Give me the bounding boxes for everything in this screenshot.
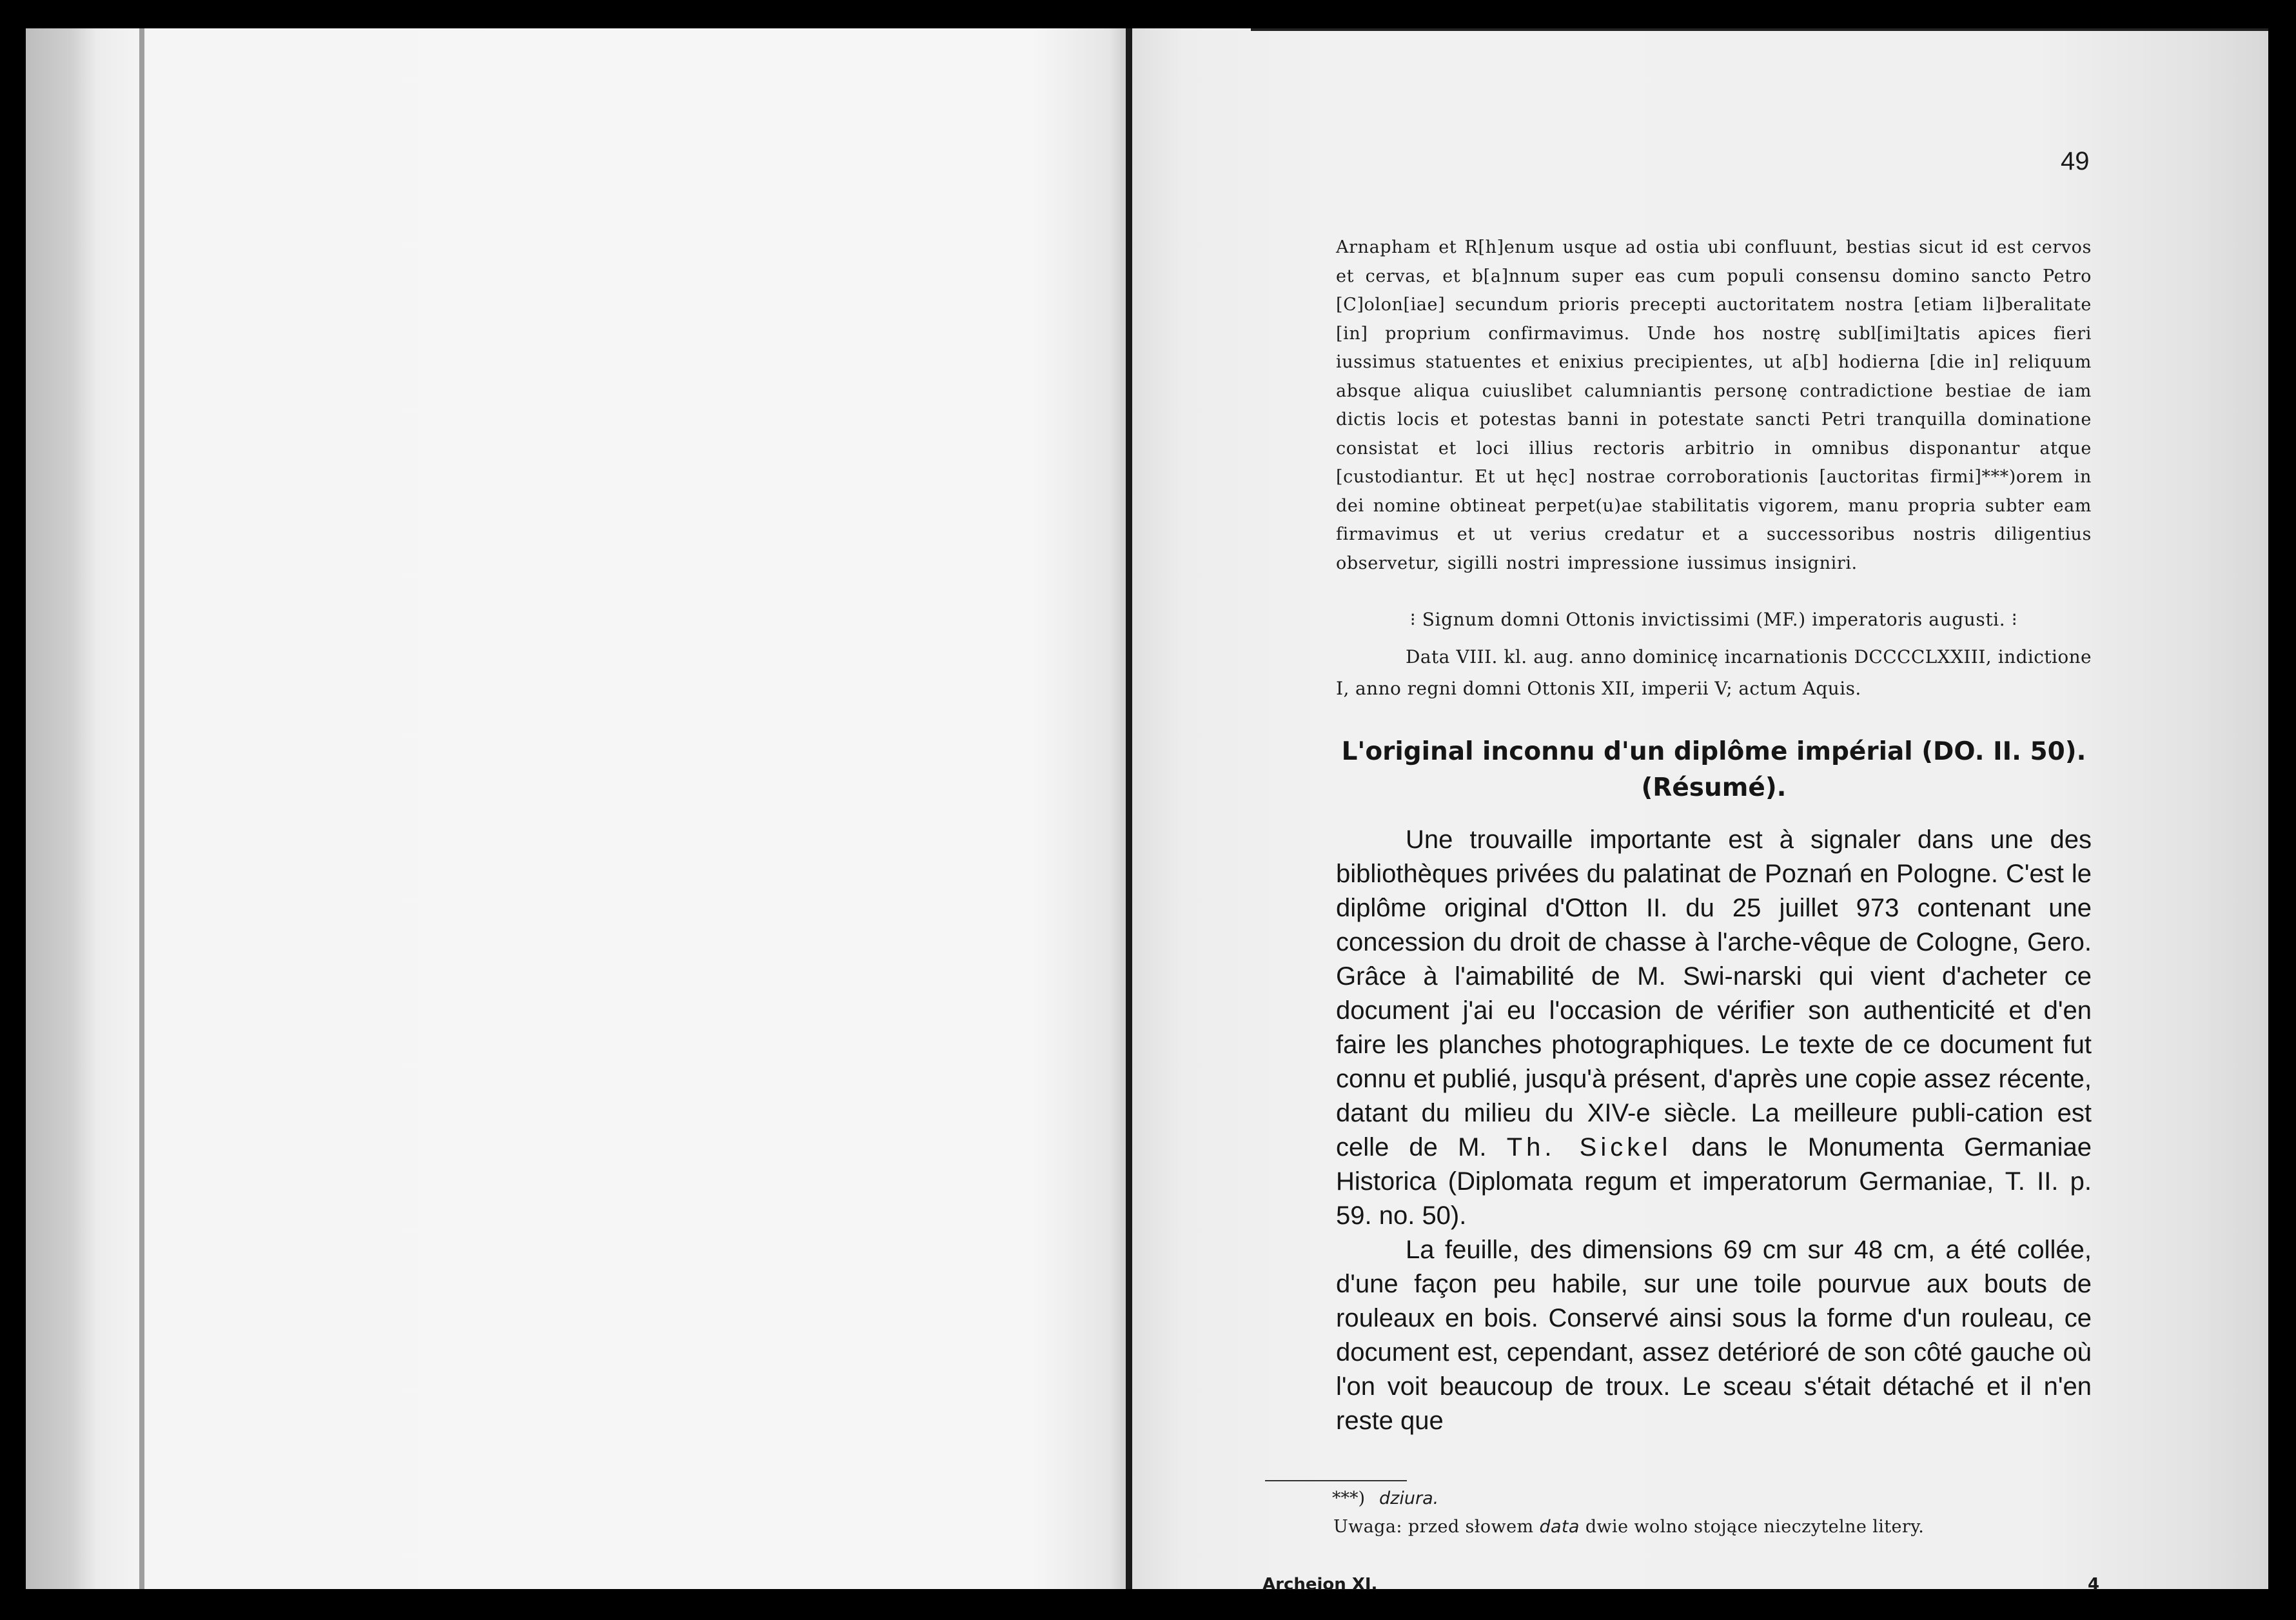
paragraph-1-text-a: Une trouvaille importante est à signaler dans une des bibliothèques privées du palatinat de Poznań en Pologne. C'est le diplôme original d'Otton II. du 25 juillet 973 contenant une concession du droit de chasse à l'arche-vêque de Cologne, Gero. Grâce à l'aimabilité de M. Swi-narski qui vient d'acheter ce document j'ai eu l'occasion de vérifier son authenticité et d'en faire les planches photographiques. Le texte de ce document fut connu et publié, jusqu'à présent, d'après une copie assez récente, datant du milieu du XIV-e siècle. La meilleure publi-cation est celle de M. [1336,825,2092,1161]
editorial-note [1333,1517,1924,1537]
latin-charter-text: Arnapham et R[h]enum usque ad ostia ubi confluunt, bestias sicut id est cervos et cervas, et b[a]nnum super eas cum populi consensu domino sancto Petro [C]olon[iae] secundum prioris precepti auctoritatem nostra [etiam li]beralitate [in] proprium confirmavimus. Unde hos nostrę subl[imi]tatis apices fieri iussimus statuentes et enixius precipientes, ut a[b] hodierna [die in] reliquum absque aliqua cuiuslibet calumniantis personę contradictione bestiae de iam dictis locis et potestas banni in potestate sancti Petri tranquilla dominatione consistat et loci illius rectoris arbitrio in omnibus disponantur atque [custodiantur. Et ut hęc] nostrae corroborationis [auctoritas firmi]***)orem in dei nomine obtineat perpet(u)ae stabilitatis vigorem, manu propria subter eam firmavimus et ut verius credatur et a successoribus nostris diligentius observetur, sigilli nostri impressione iussimus insigniri. [1336,237,2092,573]
author-name-spaced: Th. Sickel [1506,1133,1672,1161]
footnote [1332,1488,1438,1508]
footnote-rule [1265,1480,1407,1481]
summary-paragraph-1 [1336,823,2092,1233]
signature-mark: 4 [2088,1575,2100,1594]
footnote-word: dziura. [1379,1488,1439,1508]
page-edge-shadow [139,28,144,1589]
footnote-marker: ***) [1332,1488,1366,1508]
page-number: 49 [2061,147,2090,175]
dating-clause: Data VIII. kl. aug. anno dominicę incarnationis DCCCCLXXIII, indictione I, anno regni domni Ottonis XII, imperii V; actum Aquis. [1336,646,2092,699]
section-heading [1315,734,2112,806]
signum-line: ⁝ Signum domni Ottonis invictissimi (MF.) imperatoris augusti. ⁝ [1409,609,2018,630]
binding-gutter [1126,28,1132,1589]
note-text-1: przed słowem [1408,1517,1534,1537]
french-summary [1336,823,2092,1438]
heading-title: L'original inconnu d'un diplôme impérial (DO. II. 50). [1341,737,2086,766]
heading-subtitle: (Résumé). [1641,773,1787,802]
left-blank-page [26,28,1126,1589]
note-text-2: dwie wolno stojące nieczytelne litery. [1585,1517,1925,1537]
top-edge-line [1251,28,2268,31]
paragraph-1-text-b: dans le Monumenta Germaniae Historica (Diplomata regum et imperatorum Germaniae, T. II. p. 59. no. 50). [1336,1133,2092,1230]
note-italic-word: data [1539,1517,1580,1537]
note-prefix: Uwaga: [1333,1517,1402,1537]
summary-paragraph-2: La feuille, des dimensions 69 cm sur 48 cm, a été collée, d'une façon peu habile, sur une toile pourvue aux bouts de rouleaux en bois. Conservé ainsi sous la forme d'un rouleau, ce document est, cependant, assez detérioré de son côté gauche où l'on voit beaucoup de troux. Le sceau s'était détaché et il n'en reste que [1336,1236,2092,1435]
running-footer-title: Archeion XI. [1262,1575,1378,1594]
